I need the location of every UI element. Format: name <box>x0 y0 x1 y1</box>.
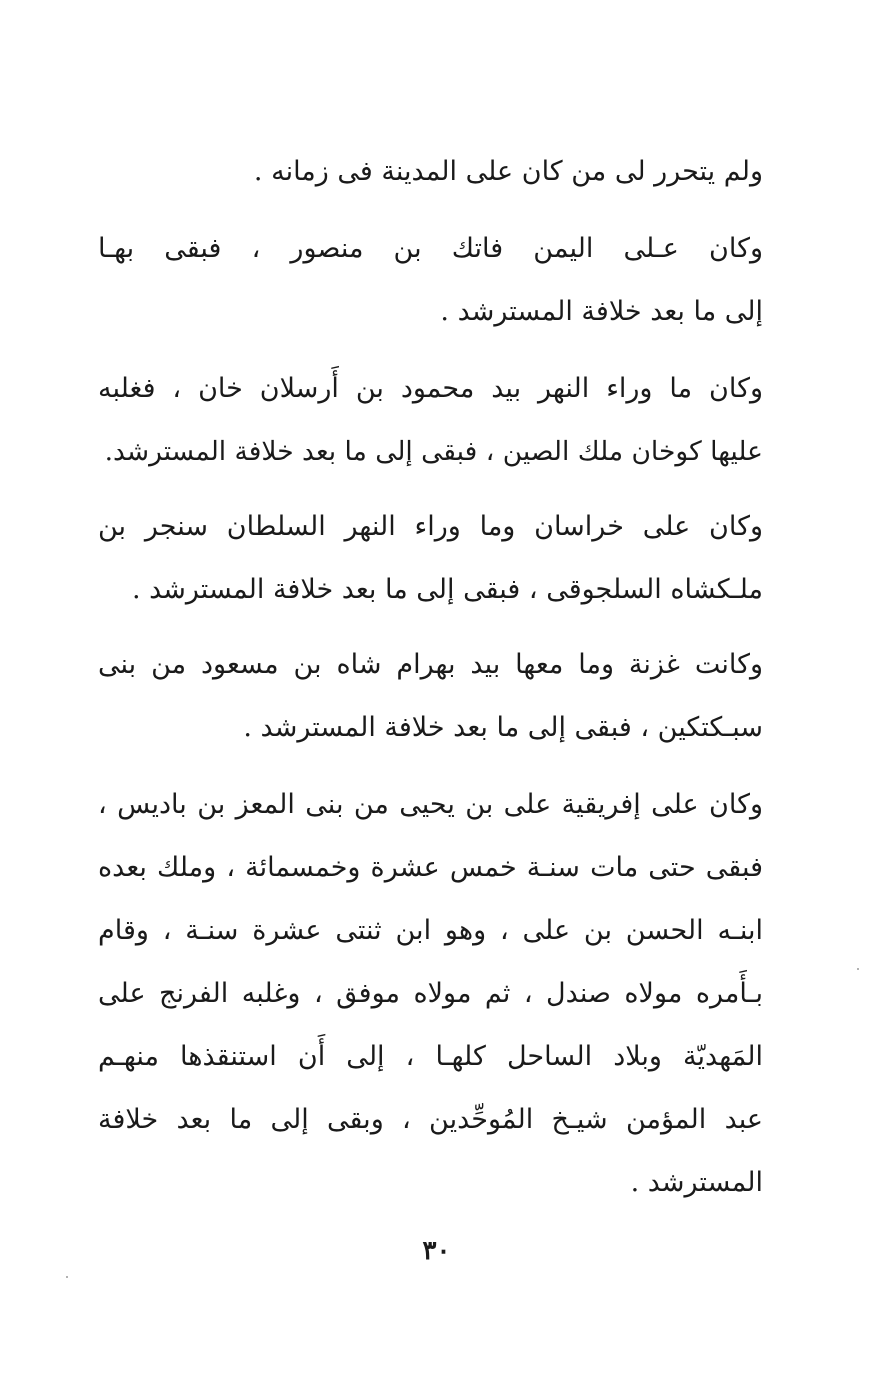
text-line: وكان عـلى اليمن فاتك بن منصور ، فبقى بهـا <box>98 233 763 264</box>
scan-speck <box>857 968 859 970</box>
text-line: ابنـه الحسن بن على ، وهو ابن ثنتى عشرة سنـة ، وقام <box>98 915 763 946</box>
scan-speck <box>66 1276 68 1278</box>
text-line: سبـكتكين ، فبقى إلى ما بعد خلافة المسترشد . <box>243 712 763 743</box>
paragraph-ifriqiya <box>98 773 763 1214</box>
paragraph-yemen <box>98 217 763 343</box>
text-line: بـأَمره مولاه صندل ، ثم مولاه موفق ، وغلبه الفرنج على <box>98 978 763 1009</box>
text-line: وكانت غزنة وما معها بيد بهرام شاه بن مسعود من بنى <box>98 649 763 680</box>
text-line: عليها كوخان ملك الصين ، فبقى إلى ما بعد خلافة المسترشد. <box>104 436 763 467</box>
text-line: ملـكشاه السلجوقى ، فبقى إلى ما بعد خلافة المسترشد . <box>131 574 763 605</box>
paragraph-medina <box>98 140 763 203</box>
text-line: المَهديّة وبلاد الساحل كلهـا ، إلى أَن استنقذها منهـم <box>98 1041 763 1072</box>
text-line: وكان على خراسان وما وراء النهر السلطان سنجر بن <box>98 511 763 542</box>
text-line: فبقى حتى مات سنـة خمس عشرة وخمسمائة ، وملك بعده <box>98 852 763 883</box>
paragraph-khorasan <box>98 495 763 621</box>
page-body-text <box>98 140 763 1214</box>
text-line: وكان على إفريقية على بن يحيى من بنى المعز بن باديس ، <box>98 789 763 820</box>
text-line: وكان ما وراء النهر بيد محمود بن أَرسلان خان ، فغلبه <box>98 373 763 404</box>
text-line: إلى ما بعد خلافة المسترشد . <box>440 296 763 327</box>
text-line: عبد المؤمن شيـخ المُوحِّدين ، وبقى إلى ما بعد خلافة <box>98 1104 763 1135</box>
text-line: المسترشد . <box>630 1167 763 1198</box>
paragraph-ghazna <box>98 633 763 759</box>
page-number: ٣٠ <box>422 1236 451 1266</box>
text-line: ولم يتحرر لى من كان على المدينة فى زمانه . <box>253 156 763 187</box>
paragraph-transoxiana <box>98 357 763 483</box>
